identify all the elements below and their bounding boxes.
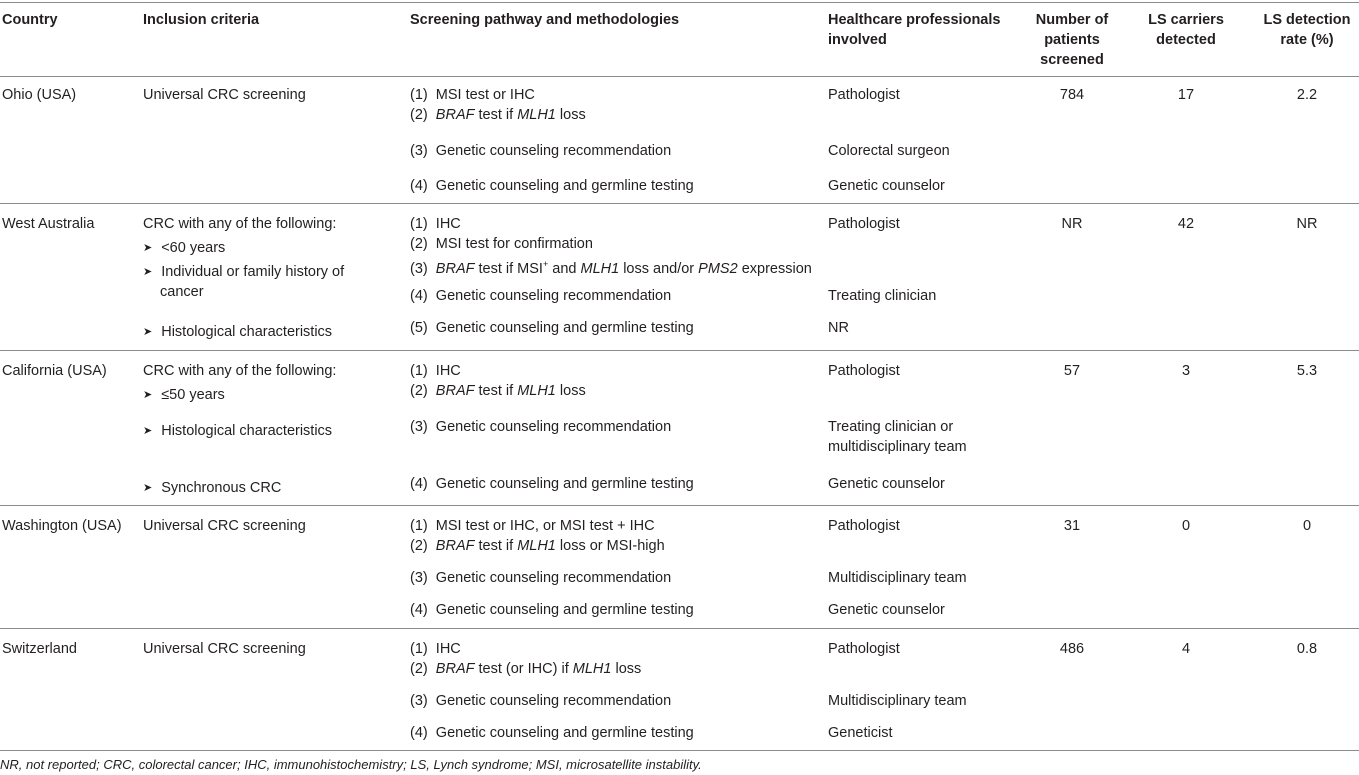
row-ohio-carriers: 17 xyxy=(1177,87,1195,103)
row-ca-hcp-3: Genetic counselor xyxy=(828,476,945,492)
header-carriers-line2: detected xyxy=(1156,32,1216,48)
row-ohio-patients: 784 xyxy=(1059,87,1085,103)
header-inclusion: Inclusion criteria xyxy=(143,12,260,28)
row-wa-inclusion-item: ➤ Histological characteristics xyxy=(143,322,332,343)
header-carriers xyxy=(1136,10,1236,50)
row-wa-inclusion-item: ➤ Individual or family history of xyxy=(143,262,344,283)
row-ca-inclusion-intro: CRC with any of the following: xyxy=(143,363,337,379)
row-ch-hcp-2: Multidisciplinary team xyxy=(828,693,967,709)
row-ohio-country: Ohio (USA) xyxy=(2,87,77,103)
row-wash-step-3: (3) Genetic counseling recommendation xyxy=(410,570,672,586)
row-wa-inclusion-item-cont: cancer xyxy=(160,284,204,300)
header-rate-line1: LS detection xyxy=(1263,12,1351,28)
row-ch-step-1: (1) IHC xyxy=(410,641,461,657)
row-wash-patients: 31 xyxy=(1063,518,1081,534)
top-rule xyxy=(0,2,1359,3)
row-wash-step-1: (1) MSI test or IHC, or MSI test + IHC xyxy=(410,518,655,534)
row-ohio-hcp-3: Genetic counselor xyxy=(828,178,945,194)
row-ca-patients: 57 xyxy=(1063,363,1081,379)
row-ohio-step-3: (3) Genetic counseling recommendation xyxy=(410,143,672,159)
bottom-rule xyxy=(0,750,1359,751)
row-wash-step-2: (2) BRAF test if MLH1 loss or MSI-high xyxy=(410,538,665,554)
header-country: Country xyxy=(2,12,58,28)
row-wa-step-3: (3) BRAF test if MSI+ and MLH1 loss and/or PMS2 expression xyxy=(410,259,812,277)
row-ohio-step-2: (2) BRAF test if MLH1 loss xyxy=(410,107,586,123)
row-ca-carriers: 3 xyxy=(1181,363,1191,379)
row-rule xyxy=(0,203,1359,204)
header-patients-line1: Number of xyxy=(1035,12,1109,28)
header-patients xyxy=(1020,10,1124,70)
header-hcp xyxy=(828,10,1000,50)
row-rule xyxy=(0,628,1359,629)
row-wa-inclusion-item: ➤ <60 years xyxy=(143,238,225,259)
row-ca-step-3: (3) Genetic counseling recommendation xyxy=(410,419,672,435)
header-hcp-line1: Healthcare professionals xyxy=(828,12,1001,28)
row-ch-carriers: 4 xyxy=(1181,641,1191,657)
row-wash-step-4: (4) Genetic counseling and germline testing xyxy=(410,602,694,618)
row-ca-hcp-2: Treating clinician or xyxy=(828,419,954,435)
header-carriers-line1: LS carriers xyxy=(1148,12,1224,28)
row-wash-inclusion: Universal CRC screening xyxy=(143,518,306,534)
row-ch-step-3: (3) Genetic counseling recommendation xyxy=(410,693,672,709)
row-ohio-step-4: (4) Genetic counseling and germline testing xyxy=(410,178,694,194)
row-ch-rate: 0.8 xyxy=(1296,641,1318,657)
row-wa-carriers: 42 xyxy=(1177,216,1195,232)
row-wa-inclusion-intro: CRC with any of the following: xyxy=(143,216,337,232)
row-rule xyxy=(0,350,1359,351)
row-ch-country: Switzerland xyxy=(2,641,77,657)
row-rule xyxy=(0,505,1359,506)
row-ca-hcp-2-cont: multidisciplinary team xyxy=(828,439,967,455)
row-ca-inclusion-item: ➤ Synchronous CRC xyxy=(143,478,281,499)
row-ca-inclusion-item: ➤ ≤50 years xyxy=(143,385,225,406)
row-wash-hcp-3: Genetic counselor xyxy=(828,602,945,618)
row-ohio-step-1: (1) MSI test or IHC xyxy=(410,87,535,103)
row-ch-hcp-3: Geneticist xyxy=(828,725,893,741)
table-footnote: NR, not reported; CRC, colorectal cancer; IHC, immunohistochemistry; LS, Lynch syndrome; MSI, microsatellite instability. xyxy=(0,757,702,772)
row-ch-step-4: (4) Genetic counseling and germline testing xyxy=(410,725,694,741)
row-ch-step-2: (2) BRAF test (or IHC) if MLH1 loss xyxy=(410,661,642,677)
row-ca-step-4: (4) Genetic counseling and germline testing xyxy=(410,476,694,492)
header-rate xyxy=(1250,10,1359,50)
row-wash-hcp-2: Multidisciplinary team xyxy=(828,570,967,586)
row-wa-step-1: (1) IHC xyxy=(410,216,461,232)
row-ca-hcp-1: Pathologist xyxy=(828,363,900,379)
row-wa-step-2: (2) MSI test for confirmation xyxy=(410,236,593,252)
row-ch-hcp-1: Pathologist xyxy=(828,641,900,657)
header-patients-line3: screened xyxy=(1040,52,1104,68)
row-wa-step-5: (5) Genetic counseling and germline testing xyxy=(410,320,694,336)
header-pathway: Screening pathway and methodologies xyxy=(410,12,680,28)
row-wa-hcp-2: Treating clinician xyxy=(828,288,937,304)
row-ca-rate: 5.3 xyxy=(1296,363,1318,379)
header-rate-line2: rate (%) xyxy=(1280,32,1334,48)
row-ca-step-2: (2) BRAF test if MLH1 loss xyxy=(410,383,586,399)
row-wash-country: Washington (USA) xyxy=(2,518,122,534)
row-ca-step-1: (1) IHC xyxy=(410,363,461,379)
row-wa-hcp-1: Pathologist xyxy=(828,216,900,232)
row-ohio-rate: 2.2 xyxy=(1296,87,1318,103)
row-ca-inclusion-item: ➤ Histological characteristics xyxy=(143,421,332,442)
header-patients-line2: patients xyxy=(1044,32,1100,48)
header-rule xyxy=(0,76,1359,77)
row-ca-country: California (USA) xyxy=(2,363,107,379)
row-wash-carriers: 0 xyxy=(1181,518,1191,534)
row-ohio-inclusion: Universal CRC screening xyxy=(143,87,306,103)
row-ch-patients: 486 xyxy=(1059,641,1085,657)
header-hcp-line2: involved xyxy=(828,32,887,48)
row-wash-hcp-1: Pathologist xyxy=(828,518,900,534)
row-ohio-hcp-2: Colorectal surgeon xyxy=(828,143,950,159)
row-wa-hcp-3: NR xyxy=(828,320,849,336)
row-wash-rate: 0 xyxy=(1302,518,1312,534)
row-wa-step-4: (4) Genetic counseling recommendation xyxy=(410,288,672,304)
row-ohio-hcp-1: Pathologist xyxy=(828,87,900,103)
row-wa-rate: NR xyxy=(1296,216,1318,232)
row-wa-patients: NR xyxy=(1061,216,1083,232)
row-wa-country: West Australia xyxy=(2,216,95,232)
row-ch-inclusion: Universal CRC screening xyxy=(143,641,306,657)
